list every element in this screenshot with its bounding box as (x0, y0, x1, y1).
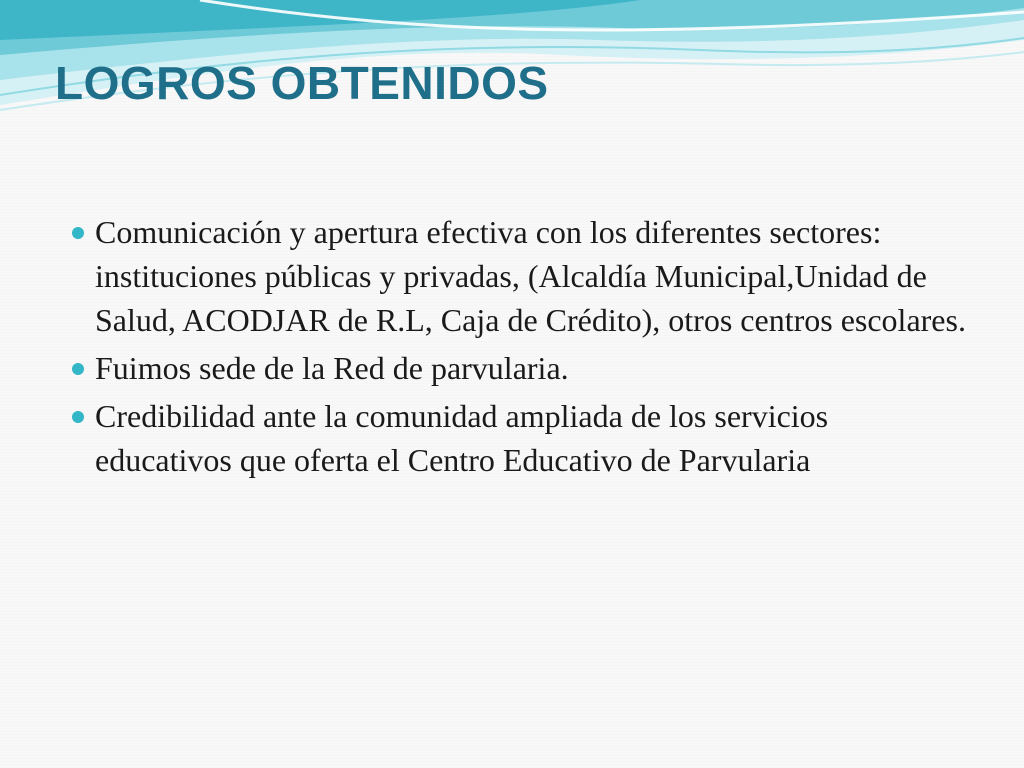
slide-title: LOGROS OBTENIDOS (55, 57, 549, 109)
bullet-text: Comunicación y apertura efectiva con los diferentes sectores: instituciones públicas y privadas, (Alcaldía Municipal,Unidad de Salud, ACODJAR de R.L, Caja de Crédito), otros centros escolares. (95, 214, 966, 338)
bullet-dot-icon (72, 227, 84, 239)
bullet-dot-icon (72, 411, 84, 423)
bullet-text: Credibilidad ante la comunidad ampliada de los servicios educativos que oferta el Centro Educativo de Parvularia (95, 398, 829, 478)
bullet-text: Fuimos sede de la Red de parvularia. (95, 350, 569, 386)
bullet-list (70, 210, 970, 486)
bullet-item (70, 210, 970, 342)
bullet-dot-icon (72, 363, 84, 375)
bullet-item (70, 394, 970, 482)
bullet-item (70, 346, 970, 390)
